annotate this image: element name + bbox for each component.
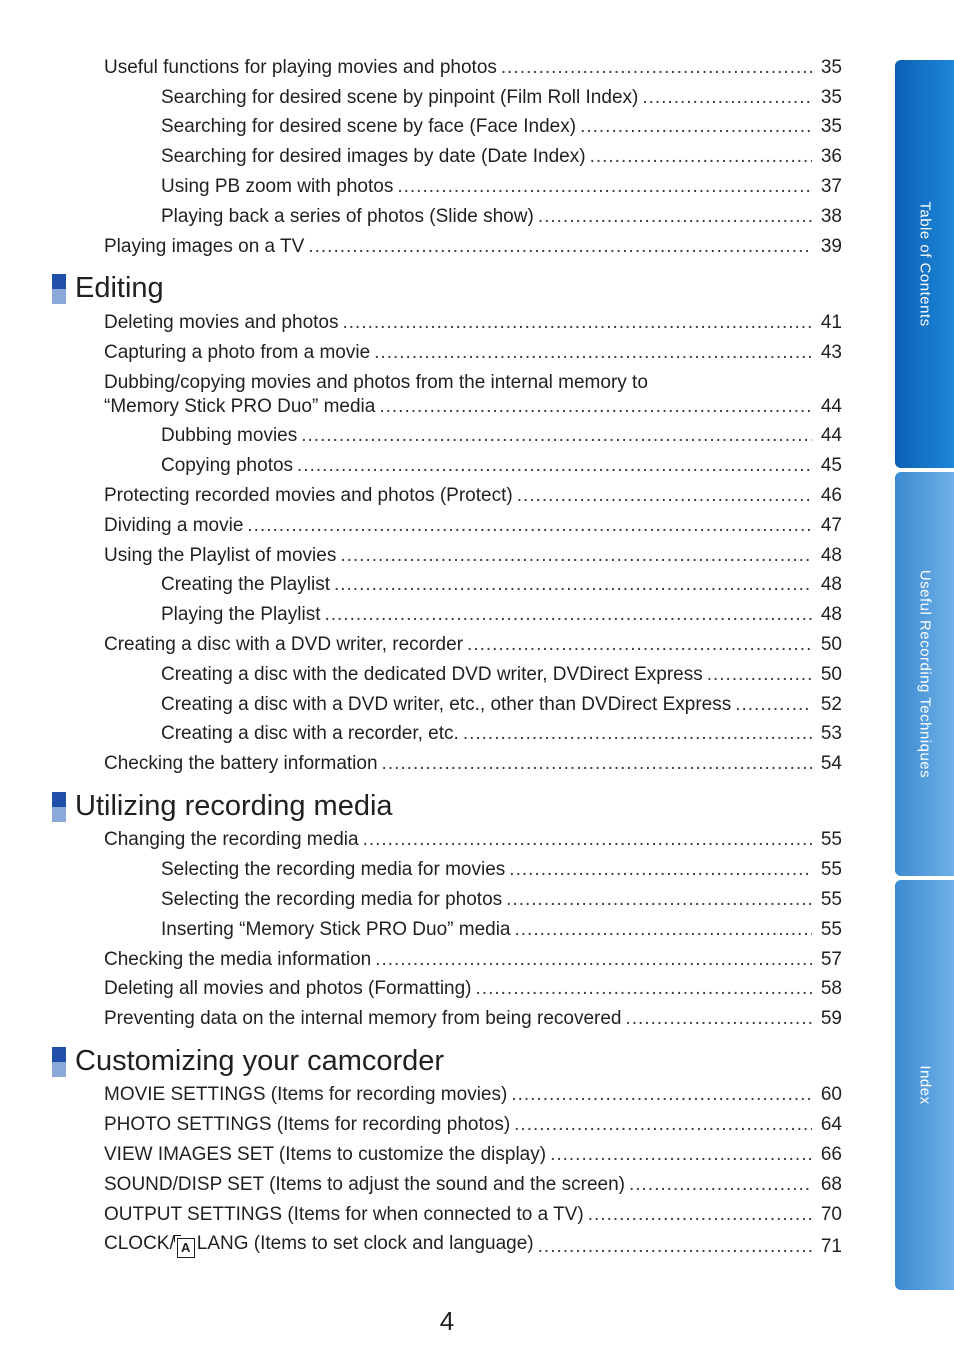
leader-dots: [629, 1174, 812, 1196]
page-ref: 58: [820, 978, 842, 999]
entry-title: Checking the media information: [104, 949, 372, 970]
leader-dots: [642, 87, 812, 109]
heading-bar: [52, 274, 66, 304]
page-ref: 55: [820, 889, 842, 910]
entry-title: Searching for desired images by date (Date Index): [161, 146, 586, 167]
page-ref: 46: [820, 485, 842, 506]
entry-title: Dubbing/copying movies and photos from the internal memory to: [104, 372, 648, 393]
entry-title: Checking the battery information: [104, 753, 378, 774]
toc-entry[interactable]: [104, 342, 842, 364]
entry-title: Selecting the recording media for photos: [161, 889, 503, 910]
page-ref: 48: [820, 545, 842, 566]
entry-title-end: LANG (Items to set clock and language): [196, 1233, 534, 1254]
toc-entry-line2[interactable]: [104, 396, 842, 418]
leader-dots: [515, 919, 813, 941]
entry-title: Playing back a series of photos (Slide show): [161, 206, 534, 227]
leader-dots: [580, 116, 812, 138]
toc-subentry[interactable]: [161, 116, 842, 138]
page-ref: 45: [820, 455, 842, 476]
toc-entry[interactable]: [104, 1144, 842, 1166]
page-ref: 48: [820, 574, 842, 595]
page-ref: 52: [820, 694, 842, 715]
leader-dots: [506, 889, 812, 911]
page-ref: 60: [820, 1084, 842, 1105]
page-ref: 50: [820, 634, 842, 655]
page-ref: 38: [820, 206, 842, 227]
page-ref: 44: [820, 396, 842, 417]
toc-subentry[interactable]: [161, 664, 842, 686]
toc-entry[interactable]: [104, 515, 842, 537]
toc-subentry[interactable]: [161, 87, 842, 109]
entry-title: Creating a disc with a DVD writer, recorder: [104, 634, 464, 655]
heading-bar: [52, 792, 66, 822]
toc-entry[interactable]: [104, 57, 842, 79]
page-ref: 55: [820, 829, 842, 850]
toc-entry[interactable]: [104, 829, 842, 851]
heading-bar: [52, 1047, 66, 1077]
entry-title: Creating a disc with a recorder, etc.: [161, 723, 459, 744]
page-ref: 36: [820, 146, 842, 167]
leader-dots: [375, 949, 812, 971]
toc-subentry[interactable]: [161, 425, 842, 447]
language-icon: A: [177, 1238, 195, 1258]
toc-entry[interactable]: [104, 1008, 842, 1030]
leader-dots: [467, 634, 812, 656]
leader-dots: [538, 1236, 812, 1258]
leader-dots: [517, 485, 812, 507]
entry-title: Deleting all movies and photos (Formatting): [104, 978, 472, 999]
tab-label: Useful Recording Techniques: [916, 569, 933, 779]
section-heading-editing: [52, 272, 164, 305]
entry-title: Inserting “Memory Stick PRO Duo” media: [161, 919, 511, 940]
leader-dots: [463, 723, 812, 745]
tab-table-of-contents[interactable]: [895, 60, 954, 468]
tab-useful-recording-techniques[interactable]: [895, 472, 954, 876]
toc-subentry[interactable]: [161, 723, 842, 745]
leader-dots: [550, 1144, 812, 1166]
leader-dots: [514, 1114, 812, 1136]
leader-dots: [707, 664, 812, 686]
leader-dots: [297, 455, 812, 477]
page-ref: 50: [820, 664, 842, 685]
tab-label: Table of Contents: [916, 201, 933, 327]
toc-subentry[interactable]: [161, 604, 842, 626]
entry-title: Creating the Playlist: [161, 574, 330, 595]
entry-title: Useful functions for playing movies and photos: [104, 57, 497, 78]
entry-title: VIEW IMAGES SET (Items to customize the display): [104, 1144, 547, 1165]
toc-entry[interactable]: [104, 545, 842, 567]
toc-entry[interactable]: [104, 1174, 842, 1196]
entry-title: Changing the recording media: [104, 829, 359, 850]
page-ref: 43: [820, 342, 842, 363]
entry-title: Deleting movies and photos: [104, 312, 339, 333]
toc-entry[interactable]: [104, 949, 842, 971]
toc-entry[interactable]: [104, 312, 842, 334]
toc-entry[interactable]: [104, 978, 842, 1000]
page-ref: 53: [820, 723, 842, 744]
page-ref: 71: [820, 1236, 842, 1257]
entry-title: Copying photos: [161, 455, 294, 476]
page-ref: 68: [820, 1174, 842, 1195]
entry-title: Searching for desired scene by face (Face Index): [161, 116, 577, 137]
leader-dots: [501, 57, 812, 79]
leader-dots: [301, 425, 812, 447]
leader-dots: [334, 574, 812, 596]
heading-text: Customizing your camcorder: [75, 1045, 445, 1077]
entry-title: OUTPUT SETTINGS (Items for when connected to a TV): [104, 1204, 584, 1225]
entry-title-start: CLOCK/: [104, 1233, 175, 1254]
toc-entry[interactable]: [104, 634, 842, 656]
entry-title: Protecting recorded movies and photos (Protect): [104, 485, 513, 506]
toc-entry[interactable]: [104, 1114, 842, 1136]
leader-dots: [735, 694, 812, 716]
entry-title: Selecting the recording media for movies: [161, 859, 506, 880]
entry-title: [104, 1233, 534, 1258]
heading-text: Utilizing recording media: [75, 790, 393, 822]
entry-title: Dubbing movies: [161, 425, 298, 446]
page-ref: 35: [820, 57, 842, 78]
toc-entry[interactable]: [104, 236, 842, 258]
section-heading-media: [52, 790, 393, 823]
toc-subentry[interactable]: [161, 859, 842, 881]
leader-dots: [588, 1204, 812, 1226]
entry-title: Playing images on a TV: [104, 236, 305, 257]
leader-dots: [538, 206, 812, 228]
toc-subentry[interactable]: [161, 694, 842, 716]
entry-title: PHOTO SETTINGS (Items for recording photos): [104, 1114, 511, 1135]
page-number: 4: [439, 1306, 455, 1336]
page-ref: 66: [820, 1144, 842, 1165]
entry-title: Creating a disc with the dedicated DVD writer, DVDirect Express: [161, 664, 703, 685]
page-ref: 59: [820, 1008, 842, 1029]
entry-title: Using PB zoom with photos: [161, 176, 394, 197]
page-ref: 70: [820, 1204, 842, 1225]
page-ref: 64: [820, 1114, 842, 1135]
leader-dots: [476, 978, 812, 1000]
leader-dots: [590, 146, 812, 168]
toc-entry[interactable]: [104, 1204, 842, 1226]
toc-subentry[interactable]: [161, 176, 842, 198]
entry-title: Preventing data on the internal memory from being recovered: [104, 1008, 622, 1029]
toc-entry-line1[interactable]: [104, 372, 842, 394]
entry-title: MOVIE SETTINGS (Items for recording movies): [104, 1084, 508, 1105]
entry-title: Using the Playlist of movies: [104, 545, 337, 566]
leader-dots: [308, 236, 812, 258]
toc-subentry[interactable]: [161, 455, 842, 477]
toc-subentry[interactable]: [161, 889, 842, 911]
leader-dots: [342, 312, 812, 334]
leader-dots: [626, 1008, 813, 1030]
page-ref: 41: [820, 312, 842, 333]
leader-dots: [374, 342, 812, 364]
leader-dots: [511, 1084, 812, 1106]
entry-title: Creating a disc with a DVD writer, etc., other than DVDirect Express: [161, 694, 732, 715]
leader-dots: [363, 829, 812, 851]
leader-dots: [324, 604, 812, 626]
entry-title: Dividing a movie: [104, 515, 244, 536]
toc-entry[interactable]: [104, 1233, 842, 1258]
toc-subentry[interactable]: [161, 919, 842, 941]
page-ref: 55: [820, 919, 842, 940]
toc-entry[interactable]: [104, 485, 842, 507]
toc-subentry[interactable]: [161, 574, 842, 596]
leader-dots: [247, 515, 812, 537]
page-ref: 37: [820, 176, 842, 197]
heading-text: Editing: [75, 272, 164, 304]
entry-title: Searching for desired scene by pinpoint (Film Roll Index): [161, 87, 639, 108]
page-ref: 54: [820, 753, 842, 774]
tab-index[interactable]: [895, 880, 954, 1290]
tab-label: Index: [916, 1065, 933, 1105]
entry-title-cont: “Memory Stick PRO Duo” media: [104, 396, 376, 417]
entry-title: Playing the Playlist: [161, 604, 321, 625]
page-ref: 47: [820, 515, 842, 536]
leader-dots: [379, 396, 812, 418]
page-ref: 48: [820, 604, 842, 625]
page-ref: 55: [820, 859, 842, 880]
page-ref: 39: [820, 236, 842, 257]
leader-dots: [397, 176, 812, 198]
section-heading-customizing: [52, 1045, 444, 1078]
toc-subentry[interactable]: [161, 146, 842, 168]
entry-title: SOUND/DISP SET (Items to adjust the sound and the screen): [104, 1174, 625, 1195]
toc-entry[interactable]: [104, 753, 842, 775]
page-ref: 35: [820, 116, 842, 137]
leader-dots: [509, 859, 812, 881]
page-ref: 44: [820, 425, 842, 446]
leader-dots: [382, 753, 812, 775]
toc-subentry[interactable]: [161, 206, 842, 228]
entry-title: Capturing a photo from a movie: [104, 342, 371, 363]
leader-dots: [340, 545, 812, 567]
page-ref: 35: [820, 87, 842, 108]
page-ref: 57: [820, 949, 842, 970]
toc-entry[interactable]: [104, 1084, 842, 1106]
